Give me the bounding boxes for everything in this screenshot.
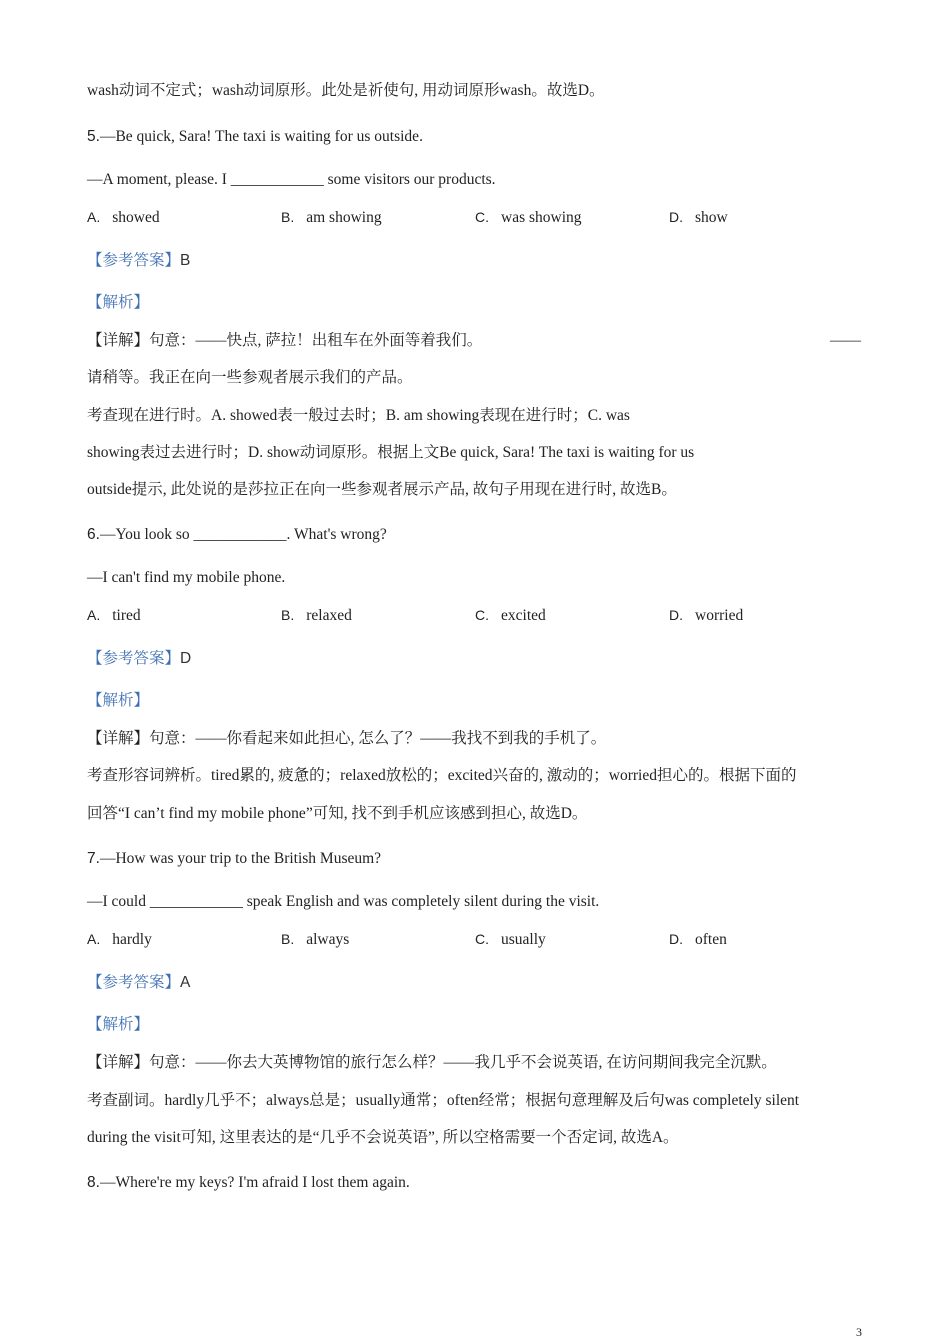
q5-detail-line3: 考查现在进行时。A. showed表一般过去时；B. am showing表现在进行时；C. was bbox=[87, 407, 630, 424]
q6-analysis-heading: 【解析】 bbox=[87, 692, 150, 709]
q7-analysis-heading: 【解析】 bbox=[87, 1016, 150, 1033]
q7-detail-line2: 考查副词。hardly几乎不；always总是；usually通常；often经常；根据句意理解及后句was completely silent bbox=[87, 1092, 800, 1109]
q6-option-c: C. excited bbox=[475, 607, 546, 624]
q6-number: 6. bbox=[87, 526, 100, 543]
q7-number: 7. bbox=[87, 850, 100, 867]
q5-number: 5. bbox=[87, 128, 100, 145]
q5-analysis-heading: 【解析】 bbox=[87, 294, 150, 311]
q6-option-d: D. worried bbox=[669, 607, 744, 624]
q7-option-d: D. often bbox=[669, 931, 727, 948]
q5-detail-line2: 请稍等。我正在向一些参观者展示我们的产品。 bbox=[87, 369, 413, 386]
q7-answer: 【参考答案】A bbox=[87, 974, 191, 991]
q7-stem-line2: —I could ____________ speak English and was completely silent during the visit. bbox=[87, 893, 600, 910]
q7-stem-line1: 7.—How was your trip to the British Museum? bbox=[87, 850, 382, 867]
q6-detail-line1: 【详解】句意：——你看起来如此担心, 怎么了？——我找不到我的手机了。 bbox=[87, 730, 607, 747]
q6-stem-line1: 6.—You look so ____________. What's wrong? bbox=[87, 526, 387, 543]
q6-option-b: B. relaxed bbox=[281, 607, 352, 624]
q5-detail-dash: —— bbox=[830, 332, 861, 349]
q5-detail-line1: 【详解】句意：——快点, 萨拉！出租车在外面等着我们。 bbox=[87, 332, 483, 349]
q5-option-c: C. was showing bbox=[475, 209, 582, 226]
q5-stem-line1: 5.—Be quick, Sara! The taxi is waiting for us outside. bbox=[87, 128, 423, 145]
q8-stem-line1: 8.—Where're my keys? I'm afraid I lost them again. bbox=[87, 1174, 410, 1191]
q5-stem-line2: —A moment, please. I ____________ some visitors our products. bbox=[87, 171, 496, 188]
q5-detail-line5: outside提示, 此处说的是莎拉正在向一些参观者展示产品, 故句子用现在进行时, 故选B。 bbox=[87, 481, 677, 498]
q6-detail-line3: 回答“I can’t find my mobile phone”可知, 找不到手机应该感到担心, 故选D。 bbox=[87, 805, 588, 822]
page-number: 3 bbox=[856, 1325, 862, 1339]
q7-detail-line1: 【详解】句意：——你去大英博物馆的旅行怎么样？——我几乎不会说英语, 在访问期间我完全沉默。 bbox=[87, 1054, 777, 1071]
q6-option-a: A. tired bbox=[87, 607, 141, 624]
q5-option-d: D. show bbox=[669, 209, 728, 226]
q5-detail-line4: showing表过去进行时；D. show动词原形。根据上文Be quick, Sara! The taxi is waiting for us bbox=[87, 444, 695, 461]
q6-stem-line2: —I can't find my mobile phone. bbox=[87, 569, 286, 586]
q7-option-c: C. usually bbox=[475, 931, 546, 948]
q6-detail-line2: 考查形容词辨析。tired累的, 疲惫的；relaxed放松的；excited兴奋的, 激动的；worried担心的。根据下面的 bbox=[87, 767, 797, 784]
q7-detail-line3: during the visit可知, 这里表达的是“几乎不会说英语”, 所以空格需要一个否定词, 故选A。 bbox=[87, 1129, 679, 1146]
q5-option-b: B. am showing bbox=[281, 209, 382, 226]
q6-answer: 【参考答案】D bbox=[87, 650, 192, 667]
q7-option-b: B. always bbox=[281, 931, 350, 948]
q5-answer: 【参考答案】B bbox=[87, 252, 191, 269]
prev-explanation-line: wash动词不定式；wash动词原形。此处是祈使句, 用动词原形wash。故选D。 bbox=[87, 82, 605, 99]
q7-option-a: A. hardly bbox=[87, 931, 152, 948]
q5-option-a: A. showed bbox=[87, 209, 160, 226]
q8-number: 8. bbox=[87, 1174, 100, 1191]
